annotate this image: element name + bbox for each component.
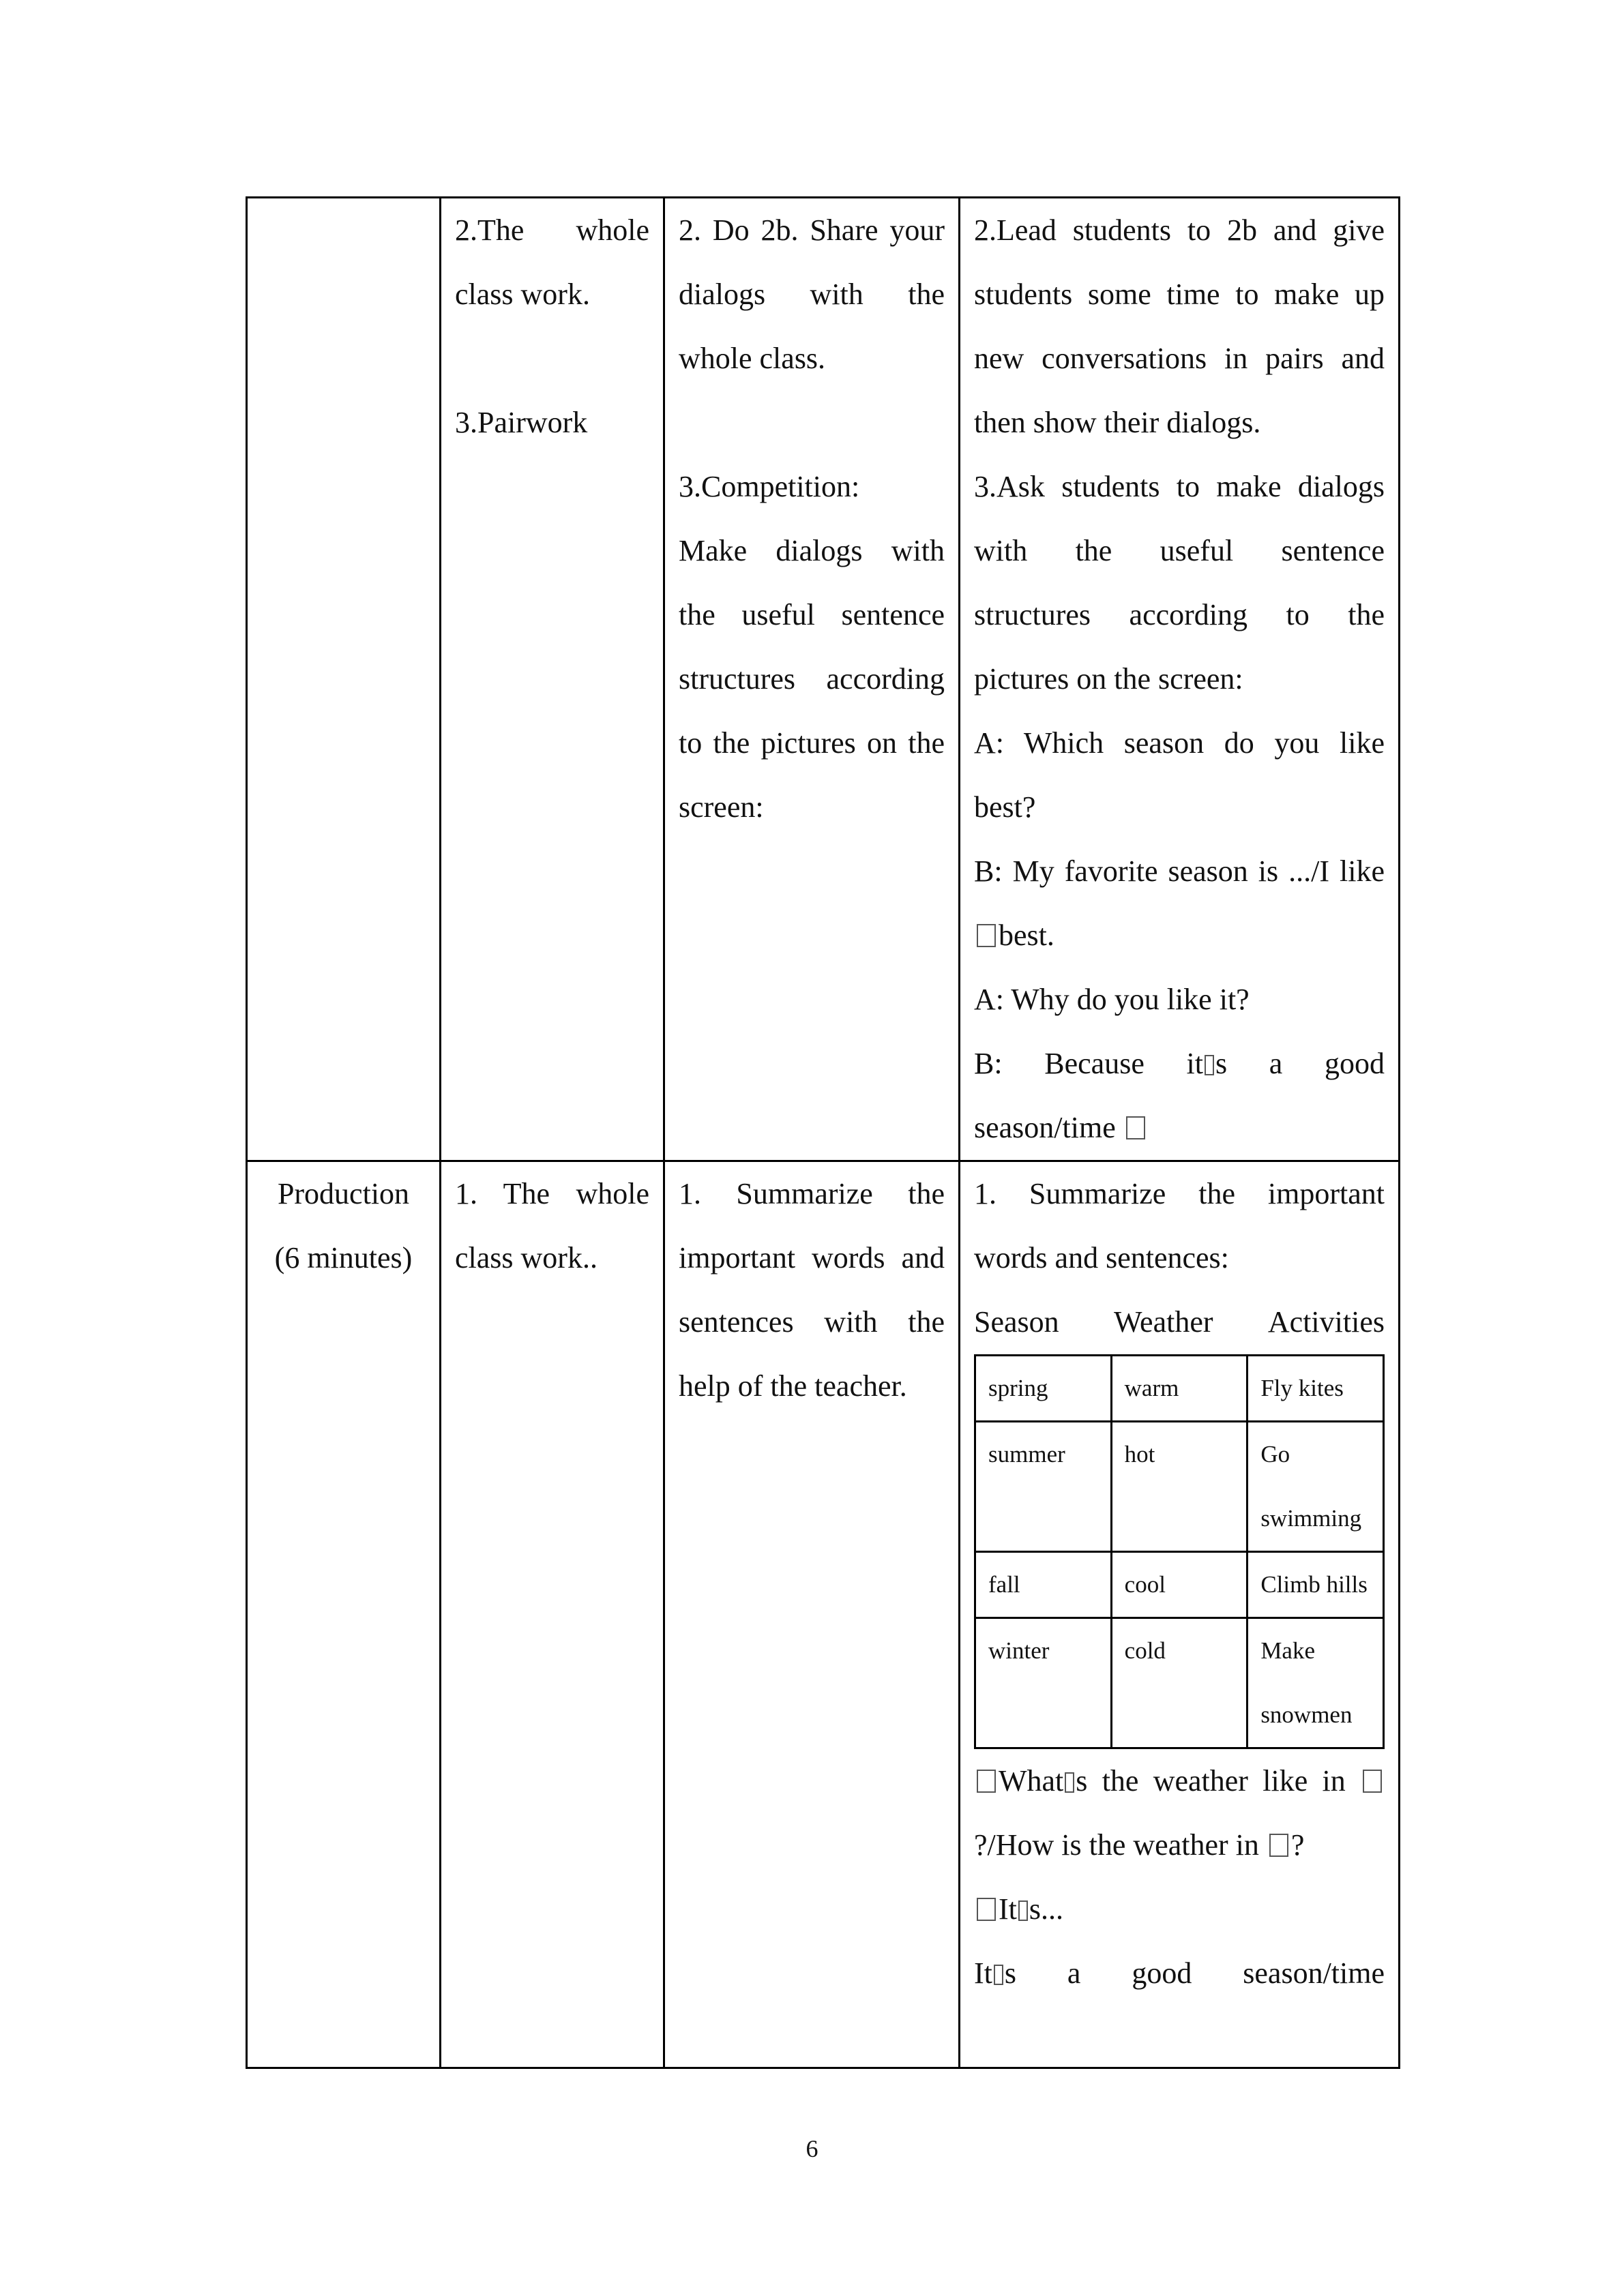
page-number: 6 <box>806 2135 818 2162</box>
stage-cell <box>247 1161 441 2068</box>
answer-line: It s... <box>974 1877 1385 1941</box>
teacher-activity-text: 2.Lead students to 2b and give students some time to make up new conversations in pairs and then show their dialogs. <box>974 213 1385 439</box>
dialog-line: B: Because it s a good season/time <box>974 1047 1385 1144</box>
table-row <box>247 198 1400 1161</box>
dialog-line: A: Which season do you like best? <box>974 726 1385 824</box>
weather-cell: cold <box>1111 1618 1247 1748</box>
activity-cell: Make snowmen <box>1247 1618 1384 1748</box>
teacher-activity-text: 1. Summarize the important words and sentences: <box>974 1177 1385 1274</box>
teacher-activity-cell <box>960 198 1400 1161</box>
weather-cell: cool <box>1111 1552 1247 1618</box>
weather-cell: hot <box>1111 1422 1247 1552</box>
summary-headers <box>974 1290 1385 1354</box>
missing-glyph-box <box>1018 1900 1028 1921</box>
missing-glyph-box <box>1363 1770 1382 1793</box>
header-activities: Activities <box>1267 1305 1385 1339</box>
season-cell: summer <box>975 1422 1112 1552</box>
missing-glyph-box <box>1205 1055 1214 1075</box>
activity-cell: Climb hills <box>1247 1552 1384 1618</box>
header-weather: Weather <box>1114 1305 1213 1339</box>
student-activity-text: 3.Competition: <box>679 470 860 503</box>
table-row <box>975 1356 1384 1422</box>
student-activity-text: 2. Do 2b. Share your dialogs with the whole class. <box>679 213 945 375</box>
table-row <box>975 1422 1384 1552</box>
missing-glyph-box <box>977 1898 996 1921</box>
stage-cell <box>247 198 441 1161</box>
weather-cell: warm <box>1111 1356 1247 1422</box>
stage-title: Production <box>277 1177 410 1210</box>
mode-text: 2.The whole class work. <box>455 213 649 311</box>
mode-cell <box>441 1161 664 2068</box>
teacher-activity-text: 3.Ask students to make dialogs with the useful sentence structures according to the pictures on the screen: <box>974 470 1385 696</box>
header-season: Season <box>974 1305 1059 1339</box>
activity-cell: Go swimming <box>1247 1422 1384 1552</box>
season-summary-table <box>974 1354 1385 1749</box>
student-activity-cell <box>664 198 960 1161</box>
student-activity-cell <box>664 1161 960 2068</box>
mode-text: 1. The whole class work.. <box>455 1177 649 1274</box>
student-activity-text: Make dialogs with the useful sentence structures according to the pictures on the screen: <box>679 534 945 824</box>
season-cell: spring <box>975 1356 1112 1422</box>
missing-glyph-box <box>1269 1834 1288 1857</box>
missing-glyph-box <box>1126 1116 1145 1139</box>
table-row <box>247 1161 1400 2068</box>
missing-glyph-box <box>977 924 996 947</box>
teacher-activity-cell <box>960 1161 1400 2068</box>
question-line: What s the weather like in ?/How is the weather in ? <box>974 1749 1385 1877</box>
activity-cell: Fly kites <box>1247 1356 1384 1422</box>
season-cell: winter <box>975 1618 1112 1748</box>
table-row <box>975 1618 1384 1748</box>
table-row <box>975 1552 1384 1618</box>
student-activity-text: 1. Summarize the important words and sentences with the help of the teacher. <box>679 1177 945 1403</box>
season-cell: fall <box>975 1552 1112 1618</box>
lesson-plan-table <box>246 196 1400 2069</box>
missing-glyph-box <box>977 1770 996 1793</box>
dialog-line: B: My favorite season is .../I like best. <box>974 854 1385 952</box>
dialog-line: A: Why do you like it? <box>974 983 1250 1016</box>
answer-line: It s a good season/time <box>974 1956 1385 1990</box>
stage-duration: (6 minutes) <box>274 1241 413 1274</box>
missing-glyph-box <box>1065 1772 1074 1793</box>
missing-glyph-box <box>994 1965 1003 1985</box>
mode-cell <box>441 198 664 1161</box>
mode-text: 3.Pairwork <box>455 406 588 439</box>
